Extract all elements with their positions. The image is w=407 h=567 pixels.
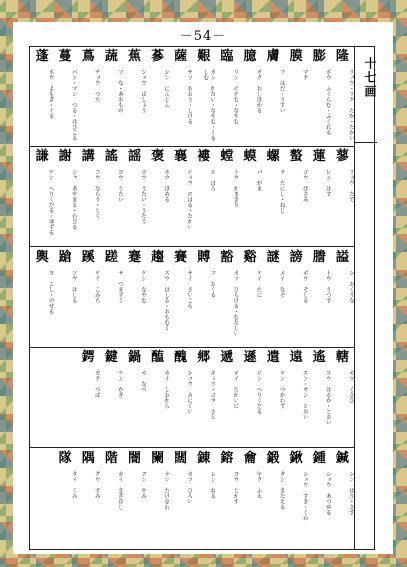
kanji-reading: ショウ あつめる xyxy=(324,470,331,515)
kanji-character: 褒 xyxy=(151,149,165,165)
kanji-reading: ソン へりくだる xyxy=(255,370,262,415)
kanji-reading: レン ねる xyxy=(209,470,216,499)
kanji-character: 蔬 xyxy=(104,49,118,64)
kanji-character: 謄 xyxy=(312,249,326,265)
kanji-reading: ケイ たに xyxy=(255,269,262,298)
kanji-entry xyxy=(100,248,123,348)
kanji-entry xyxy=(169,47,192,147)
kanji-entry xyxy=(31,248,54,348)
kanji-reading: シュウ すき・くわ xyxy=(301,470,308,521)
kanji-character: 隆 xyxy=(335,49,349,64)
kanji-character: 谿 xyxy=(243,249,257,265)
kanji-entry xyxy=(123,147,146,247)
kanji-reading: フ はだ・うすい xyxy=(278,69,285,113)
kanji-reading: キョウ・ゴウ さと xyxy=(209,370,216,420)
kanji-reading: カ なべ xyxy=(140,370,146,393)
kanji-entry xyxy=(31,47,54,147)
kanji-entry xyxy=(331,348,354,448)
kanji-entry xyxy=(262,147,285,247)
kanji-character: 襄 xyxy=(174,149,188,165)
kanji-character: 蔦 xyxy=(81,49,95,64)
kanji-reading: タイ くみ xyxy=(70,470,77,499)
kanji-character: 蟆 xyxy=(243,149,257,165)
kanji-entry xyxy=(100,449,123,549)
kanji-reading: リン のぞむ・なやむ xyxy=(232,69,239,124)
kanji-reading: コウ ならう・とく xyxy=(93,169,100,219)
kanji-reading: アン やみ xyxy=(140,470,146,499)
kanji-entry xyxy=(285,147,308,247)
kanji-reading: ホウ よもぎ・くる xyxy=(47,69,54,119)
kanji-reading: カツ ひらける・むなしい xyxy=(232,269,239,336)
kanji-reading: サイ さいころ xyxy=(186,269,193,309)
kanji-character: 蹉 xyxy=(104,249,118,265)
kanji-reading: トウ かまきり xyxy=(232,169,239,208)
kanji-entry xyxy=(331,147,354,247)
kanji-reading: グウ すみ xyxy=(93,470,100,499)
kanji-reading: レン はす xyxy=(324,169,331,197)
kanji-reading: ケン へりくだる・ゆずる xyxy=(47,169,54,236)
kanji-reading: タン きたえる xyxy=(278,470,285,510)
kanji-entry xyxy=(215,47,238,147)
stroke-count-column xyxy=(354,47,377,549)
kanji-entry xyxy=(285,47,308,147)
kanji-entry xyxy=(239,248,262,348)
kanji-character: 螳 xyxy=(220,149,234,165)
kanji-character: 蔓 xyxy=(58,49,72,64)
kanji-entry xyxy=(54,248,77,348)
kanji-entry xyxy=(100,348,123,448)
kanji-reading: ヨウ はるか・とおい xyxy=(324,370,331,426)
kanji-reading: シン はり・さす xyxy=(347,470,354,515)
kanji-reading: ヨウ とかす xyxy=(232,470,239,504)
kanji-character: 蓮 xyxy=(312,149,326,165)
kanji-entry xyxy=(262,348,285,448)
kanji-character: 謚 xyxy=(335,249,349,265)
kanji-entry xyxy=(192,449,215,549)
kanji-reading: シュウ みにくい xyxy=(186,370,193,415)
kanji-reading: スウ はしる・おもむく xyxy=(163,269,170,331)
kanji-entry xyxy=(285,449,308,549)
kanji-character: 謙 xyxy=(35,149,49,165)
kanji-row xyxy=(30,248,354,348)
kanji-reading: ゴウ はさみ xyxy=(301,169,308,203)
kanji-reading: ケン つかわす xyxy=(278,370,285,409)
kanji-entry xyxy=(123,47,146,147)
kanji-reading: エン・オン とおい xyxy=(301,370,308,420)
kanji-character: 螯 xyxy=(289,149,303,165)
kanji-entry xyxy=(308,47,331,147)
kanji-row xyxy=(30,449,354,549)
kanji-reading: シ おくりな xyxy=(347,269,354,303)
kanji-character: 薩 xyxy=(174,49,188,64)
kanji-character: 謝 xyxy=(58,149,72,165)
kanji-character: 謎 xyxy=(266,249,280,265)
kanji-character: 膨 xyxy=(312,49,326,64)
kanji-entry xyxy=(77,47,100,147)
kanji-row xyxy=(30,348,354,448)
kanji-reading: ヤク ふえ xyxy=(255,470,262,499)
page-number: －54－ xyxy=(179,29,227,44)
kanji-entry xyxy=(308,449,331,549)
kanji-character: 遣 xyxy=(266,350,280,366)
kanji-entry xyxy=(192,47,215,147)
kanji-entry xyxy=(169,248,192,348)
kanji-reading: カン かたい・なやむ・くるしむ xyxy=(202,69,216,141)
kanji-entry xyxy=(123,449,146,549)
kanji-reading: サツ おおう・しげる xyxy=(186,69,193,124)
kanji-entry xyxy=(262,248,285,348)
kanji-entry xyxy=(308,348,331,448)
kanji-entry xyxy=(192,147,215,247)
kanji-entry xyxy=(77,248,100,348)
kanji-character: 鍾 xyxy=(312,450,326,466)
kanji-entry xyxy=(146,348,169,448)
kanji-character: 臆 xyxy=(243,49,257,64)
kanji-character: 蕉 xyxy=(127,49,141,64)
kanji-character: 鍼 xyxy=(335,450,349,466)
kanji-character: 遠 xyxy=(289,350,303,366)
header-separator xyxy=(355,142,377,143)
kanji-reading: ボウ そしる xyxy=(301,269,308,303)
kanji-character: 轄 xyxy=(335,350,349,366)
kanji-entry xyxy=(215,147,238,247)
kanji-character: 階 xyxy=(104,450,118,466)
kanji-entry xyxy=(77,449,100,549)
kanji-entry xyxy=(239,147,262,247)
kanji-entry xyxy=(239,47,262,147)
kanji-character: 謗 xyxy=(289,249,303,265)
kanji-reading: ソウ はしる xyxy=(70,269,77,303)
kanji-character: 謠 xyxy=(104,149,118,165)
kanji-character: 隅 xyxy=(81,450,95,466)
kanji-character: 隊 xyxy=(58,450,72,466)
kanji-character: 鍋 xyxy=(127,350,141,366)
kanji-reading: チョウ つた xyxy=(93,69,100,102)
kanji-entry xyxy=(146,248,169,348)
kanji-reading: ソ な・あおもの xyxy=(116,69,123,113)
kanji-entry xyxy=(215,449,238,549)
kanji-entry xyxy=(100,147,123,247)
kanji-character: 蹇 xyxy=(127,249,141,265)
kanji-character: 膜 xyxy=(289,49,303,64)
kanji-character: 龠 xyxy=(243,450,257,466)
kanji-reading: マク xyxy=(301,69,308,80)
kanji-reading: カツ ひろい xyxy=(186,470,193,504)
kanji-character: 臨 xyxy=(220,49,234,64)
kanji-character: 褸 xyxy=(197,149,211,165)
kanji-reading: シャ あやまる・わびる xyxy=(70,169,77,230)
kanji-entry xyxy=(239,449,262,549)
kanji-row xyxy=(30,147,354,247)
kanji-reading: リュウ・リク たか・たかい xyxy=(347,69,354,141)
kanji-reading: ジョウ のぼる・たかい xyxy=(186,169,193,230)
kanji-character: 螺 xyxy=(266,149,280,165)
kanji-entry xyxy=(192,248,215,348)
kanji-character: 遙 xyxy=(312,350,326,366)
kanji-character: 闌 xyxy=(151,450,165,466)
kanji-reading: ヨウ うたい xyxy=(116,169,123,203)
kanji-reading: ヨ こし・のせる xyxy=(47,269,54,314)
kanji-reading: シン にんじん xyxy=(163,69,170,108)
kanji-entry xyxy=(77,147,100,247)
kanji-reading: ホウ ほめる xyxy=(163,169,170,203)
kanji-reading: ル ぼろ xyxy=(209,169,216,192)
kanji-character: 鍔 xyxy=(81,350,95,366)
kanji-reading: ラ たにし・ねじ xyxy=(278,169,285,214)
kanji-entry xyxy=(331,248,354,348)
kanji-entry xyxy=(123,348,146,448)
kanji-character: 賽 xyxy=(174,249,188,265)
kanji-entry xyxy=(31,147,54,247)
kanji-character: 謡 xyxy=(127,149,141,165)
kanji-reading: ケイ こみち xyxy=(93,269,100,303)
kanji-entry xyxy=(285,248,308,348)
kanji-reading: カツ くさび xyxy=(347,370,354,404)
kanji-character: 蹊 xyxy=(81,249,95,265)
kanji-entry xyxy=(169,147,192,247)
kanji-reading: トウ うつす xyxy=(324,269,331,303)
kanji-character: 膚 xyxy=(266,49,280,64)
kanji-character: 豁 xyxy=(220,249,234,265)
kanji-reading: ラン たけなわ xyxy=(163,470,170,510)
kanji-character: 闇 xyxy=(127,450,141,466)
stroke-count-label: 十七画 xyxy=(363,57,377,99)
kanji-reading: バン・マン つる・はびこる xyxy=(70,69,77,141)
kanji-entry xyxy=(169,348,192,448)
kanji-entry xyxy=(54,147,77,247)
kanji-entry xyxy=(262,47,285,147)
kanji-entry xyxy=(308,248,331,348)
kanji-entry xyxy=(123,248,146,348)
kanji-reading: オク おしはかる xyxy=(255,69,262,113)
kanji-entry xyxy=(331,47,354,147)
kanji-character: 艱 xyxy=(197,49,211,64)
kanji-character: 郷 xyxy=(197,350,211,366)
kanji-character: 賻 xyxy=(197,249,211,265)
kanji-entry xyxy=(146,147,169,247)
kanji-entry xyxy=(146,449,169,549)
kanji-entry xyxy=(262,449,285,549)
kanji-character: 蹌 xyxy=(58,249,72,265)
kanji-entry xyxy=(239,348,262,448)
kanji-reading: サ つまずく xyxy=(116,269,123,303)
kanji-entry xyxy=(215,348,238,448)
kanji-reading: バ がま xyxy=(255,169,262,192)
kanji-reading: ガク つば xyxy=(93,370,100,398)
kanji-entry xyxy=(192,348,215,448)
kanji-character: 遞 xyxy=(220,350,234,366)
kanji-reading: フ おくる xyxy=(209,269,216,298)
kanji-reading: ケン かぎ xyxy=(116,370,123,398)
kanji-character: 鍬 xyxy=(289,450,303,466)
kanji-character: 鎔 xyxy=(220,450,234,466)
kanji-row xyxy=(30,47,354,147)
kanji-entry xyxy=(331,449,354,549)
kanji-entry xyxy=(215,248,238,348)
kanji-reading: カイ しおから xyxy=(163,370,170,409)
kanji-character: 錬 xyxy=(197,450,211,466)
kanji-character: 鍵 xyxy=(104,350,118,366)
kanji-table xyxy=(29,46,375,550)
kanji-entry xyxy=(77,348,100,448)
dictionary-page xyxy=(13,22,393,554)
kanji-character: 蓬 xyxy=(35,49,49,64)
kanji-entry xyxy=(169,449,192,549)
kanji-entry xyxy=(146,47,169,147)
kanji-reading: ケン なやむ xyxy=(140,269,146,303)
kanji-character: 蓼 xyxy=(335,149,349,165)
kanji-reading: テイ たがいに xyxy=(232,370,239,409)
kanji-character: 蔘 xyxy=(151,49,165,64)
kanji-grid xyxy=(30,47,354,549)
kanji-character: 醢 xyxy=(151,350,165,366)
kanji-entry xyxy=(100,47,123,147)
kanji-reading: カイ きざはし xyxy=(116,470,123,510)
kanji-character: 輿 xyxy=(35,249,49,265)
kanji-character: 鍛 xyxy=(266,450,280,466)
kanji-entry xyxy=(54,47,77,147)
kanji-character: 講 xyxy=(81,149,95,165)
kanji-character: 遜 xyxy=(243,350,257,366)
kanji-character: 闊 xyxy=(174,450,188,466)
kanji-entry xyxy=(308,147,331,247)
kanji-character: 趨 xyxy=(151,249,165,265)
kanji-reading: メイ なぞ xyxy=(278,269,285,298)
kanji-entry xyxy=(285,348,308,448)
kanji-character: 醜 xyxy=(174,350,188,366)
kanji-reading: ヨウ うたい・うたう xyxy=(140,169,146,225)
kanji-reading: ショウ ばしょう xyxy=(140,69,146,113)
kanji-entry xyxy=(54,449,77,549)
kanji-reading: リョウ たで xyxy=(347,169,354,203)
kanji-reading: ボウ ふくらむ・ふくれる xyxy=(324,69,331,135)
